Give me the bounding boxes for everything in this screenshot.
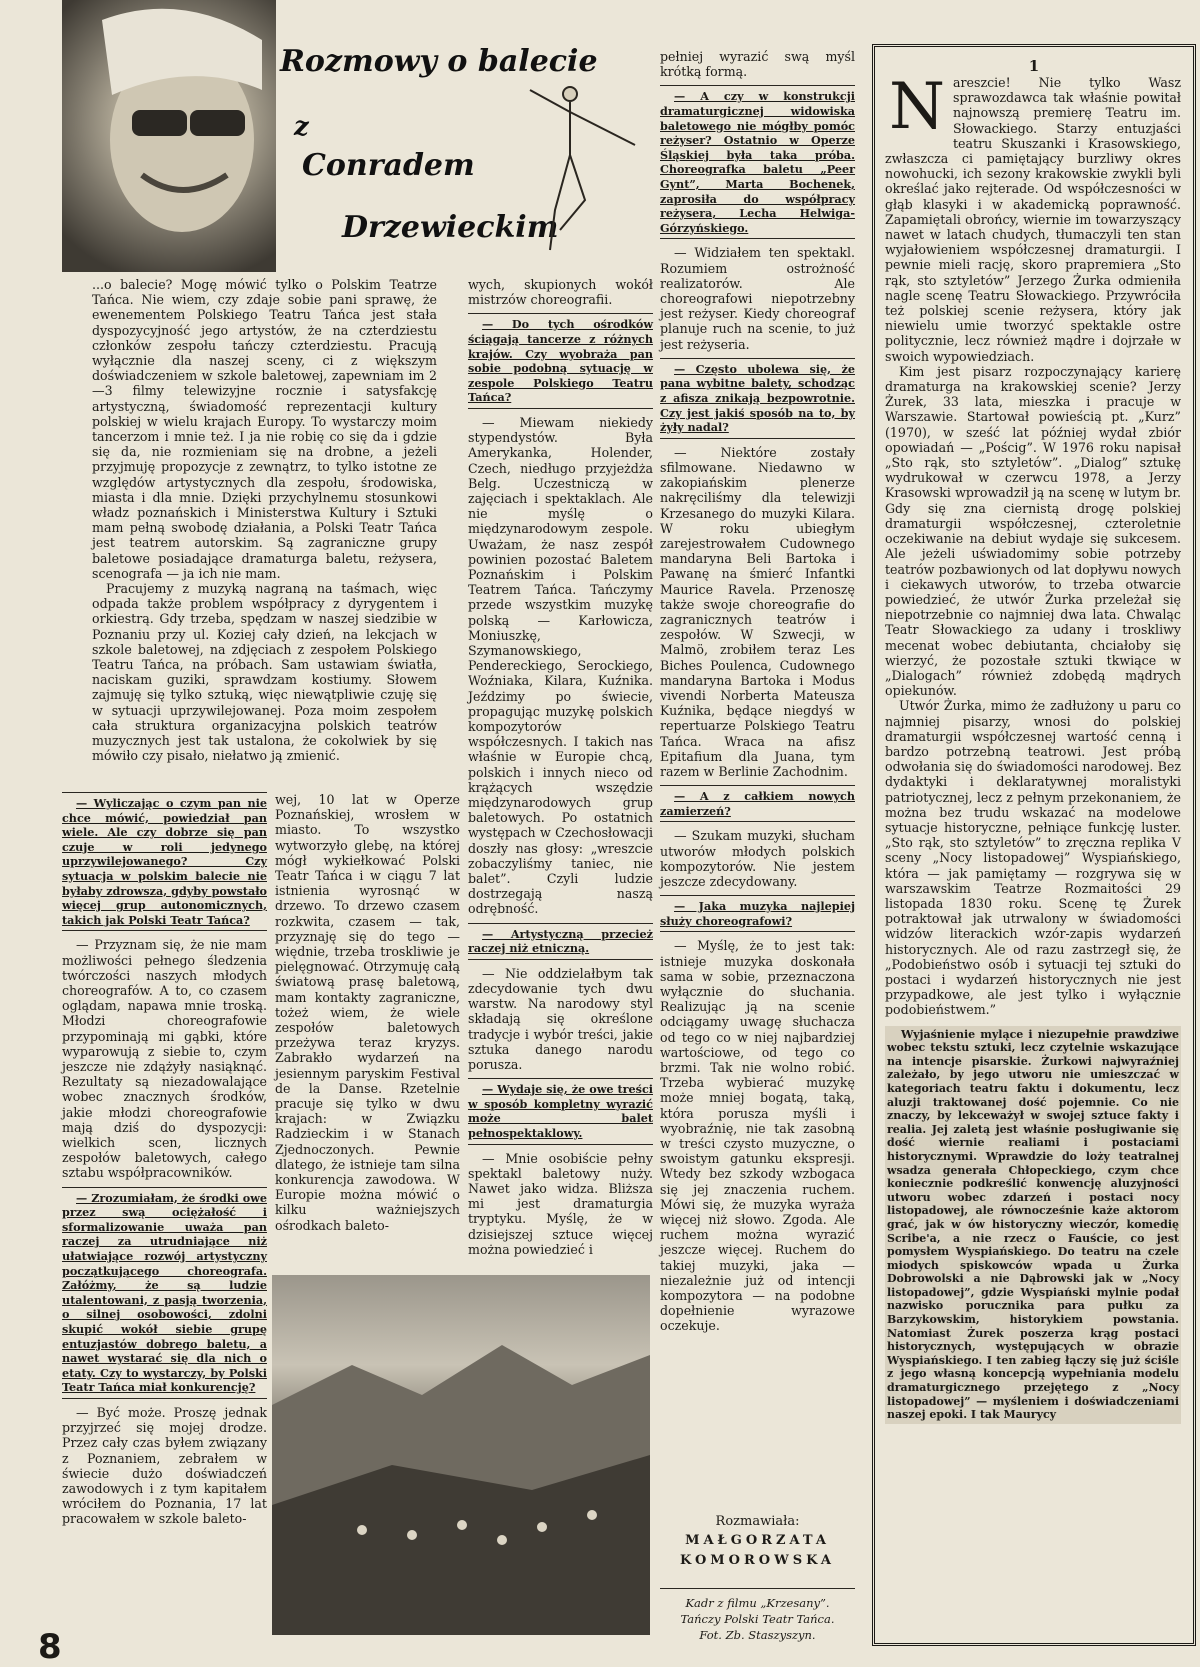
paragraph: — Być może. Proszę jednak przyjrzeć się mojej drodze. Przez cały czas byłem związany z Poznaniem, zebrałem w świecie dużo doświadczeń zawodowych i z tym kapitałem wróciłem do Poznania, 17 lat pracowałem w szkole baleto- <box>62 1404 267 1527</box>
interviewer-question: — Wyliczając o czym pan nie chce mówić, powiedział pan wiele. Ale czy dobrze się pan czuje w roli jedynego uprzywilejowanego? Czy sytuacja w polskim balecie nie byłaby zdrowsza, gdyby powstało więcej grup autonomicznych, takich jak Polski Teatr Tańca? <box>62 792 267 931</box>
interview-intro <box>92 277 437 764</box>
paragraph-small: Wyjaśnienie mylące i niezupełnie prawdziwe wobec tekstu sztuki, lecz czytelnie wskazujące na intencje pisarskie. Żurkowi najwyraźniej zależało, by jego utworu nie umieszczać w kategoriach teatru faktu i dokumentu, lecz aluzji traktowanej dość pojemnie. Co nie znaczy, by lekceważył w swojej sztuce fakty i realia. Jej zaletą jest właśnie posługiwanie się dość wiernie realiami i postaciami historycznymi. Wprawdzie do loży teatralnej wsadza generała Chłopeckiego, czym chce koniecznie podkreślić konwencję aluzyjności utworu wobec zdarzeń i postaci nocy listopadowej, ale równocześnie każe aktorom grać, jak w ów historyczny wieczór, komedię Scribe'a, a nie rzecz o Fauście, co jest pomysłem Wyspiańskiego. Do teatru na czele miodych spiskowców wpada u Żurka Dobrowolski a nie Dąbrowski jak w „Nocy listopadowej”, gdzie Wyspiański mylnie podał nazwisko porucznika para pułku za Barzykowskim, historykiem powstania. Natomiast Żurek poszerza krąg postaci historycznych, występujących w obrazie Wyspiańskiego. I ten zabieg łączy się już ściśle z jego własną koncepcją wypełniania modelu dramaturgicznego przejętego z „Nocy listopadowej” — myśleniem i doświadczeniami naszej epoki. I tak Maurycy <box>885 1026 1181 1424</box>
column-4 <box>660 49 855 1334</box>
paragraph: — Niektóre zostały sfilmowane. Niedawno w zakopiańskim plenerze nakręciliśmy dla telewizji Krzesanego do muzyki Kilara. W roku ubiegłym zarejestrowałem Cudownego mandaryna Beli Bartoka i Pawanę na śmierć Infantki Maurice Ravela. Przenoszę także swoje choreografie do zagranicznych teatrów i zespołów. W Szwecji, w Malmö, zrobiłem teraz Les Biches Poulenca, Cudownego mandaryna Bartoka i Modus vivendi Norberta Mateusza Kuźnika, będące niegdyś w repertuarze Polskiego Teatru Tańca. Wraca na afisz Epitafium dla Juana, tym razem w Berlinie Zachodnim. <box>660 444 855 779</box>
byline-label: Rozmawiała: <box>715 1514 800 1529</box>
paragraph: Pracujemy z muzyką nagraną na taśmach, więc odpada także problem współpracy z dyrygentem i orkiestrą. Gdy trzeba, spędzam w naszej siedzibie w Poznaniu przy ul. Koziej cały dzień, na lekcjach w szkole baletowej, na zdjęciach z zespołem Polskiego Teatru Tańca, na próbach. Sam ustawiam światła, naciskam guziki, sprawdzam kostiumy. Słowem zajmuję się tylko sztuką, więc niewątpliwie czuję się w sytuacji uprzywilejowanej. Poza moim zespołem cała struktura organizacyjna polskich teatrów muzycznych jest tak ustalona, że cokolwiek by się mówiło czy pisało, niełatwo ją zmienić. <box>92 581 437 764</box>
caption-line: Tańczy Polski Teatr Tańca. <box>680 1612 835 1626</box>
interviewer-question: — Do tych ośrodków ściągają tancerze z różnych krajów. Czy wyobraża pan sobie podobną sytuację w zespole Polskiego Teatru Tańca? <box>468 313 653 409</box>
dancer-illustration <box>500 60 650 260</box>
paragraph: Kim jest pisarz rozpoczynający karierę dramaturga na krakowskiej scenie? Jerzy Żurek, 33 lata, mieszka i pracuje w Warszawie. Startował powieścią pt. „Kurz” (1970), w sześć lat później wydał zbiór opowiadań — „Pościg”. W 1976 roku napisał „Sto rąk, sto sztyletów”. „Dialog” sztukę wydrukował w czerwcu 1978, a Jerzy Krasowski wprowadził ją na scenę w lutym br. Gdy się zna ciernistą drogę polskiej dramaturgii współczesnej, czteroletnie oczekiwanie na debiut wydaje się sukcesem. Ale jeżeli uświadomimy sobie potrzeby teatrów pozbawionych od lat dopływu nowych i ciekawych utworów, to trzeba otwarcie powiedzieć, że utwór Żurka przeleżał się niepotrzebnie co najmniej dwa lata. Chwaląc Teatr Słowackiego za udany i troskliwy mecenat wobec debiutanta, chciałoby się wierzyć, że pozostałe sztuki tkwiące w „Dialogach” również zdobędą mądrych opiekunów. <box>885 363 1181 699</box>
byline-surname: KOMOROWSKA <box>680 1553 835 1568</box>
paragraph: — Miewam niekiedy stypendystów. Była Amerykanka, Holender, Czech, niedługo przyjeżdża Belg. Uczestniczą w zajęciach i spektaklach. Ale nie myślę o międzynarodowym zespole. Uważam, że nasz zespół powinien pozostać Baletem Poznańskim i Polskim Teatrem Tańca. Tańczymy przede wszystkim muzykę polską — Karłowicza, Moniuszkę, Szymanowskiego, Pendereckiego, Serockiego, Woźniaka, Kilara, Kuźnika. Jeździmy po świecie, propagując muzykę polskich kompozytorów współczesnych. I takich nas właśnie w Europie chcą, polskich i innych nieco od krążących wszędzie międzynarodowych grup baletowych. Po ostatnich występach w Czechosłowacji doszły nas głosy: „wreszcie zobaczyliśmy taniec, nie balet”. Czyli ludzie dostrzegają naszą odrębność. <box>468 414 653 917</box>
byline <box>660 1513 855 1571</box>
headline-line4: Drzewieckim <box>342 210 559 245</box>
review-text <box>885 70 1181 1424</box>
paragraph: wych, skupionych wokół mistrzów choreografii. <box>468 277 653 308</box>
paragraph: — Mnie osobiście pełny spektakl baletowy nuży. Nawet jako widza. Bliższa mi jest dramaturgia tryptyku. Myślę, że w dzisiejszej sztuce więcej można powiedzieć i <box>468 1150 653 1257</box>
section-number: 1 <box>1028 57 1040 75</box>
interviewer-question: — Jaka muzyka najlepiej służy choreografowi? <box>660 895 855 932</box>
paragraph: wej, 10 lat w Operze Poznańskiej, wrosłem w miasto. To wszystko wytworzyło glebę, na której mógł wykiełkować Polski Teatr Tańca i w ciągu 7 lat istnienia wyrosnąć w drzewo. To drzewo czasem rozkwita, czasem — tak, przyznaję się do tego — więdnie, trzeba troskliwie je pielęgnować. Otrzymuję całą światową prasę baletową, mam kontakty zagraniczne, tożeż wiem, że wiele zespołów baletowych przeżywa teraz kryzys. Zabrakło wydarzeń na jesiennym paryskim Festival de la Danse. Rzetelnie pracuje się tylko w dwu krajach: w Związku Radzieckim i w Stanach Zjednoczonych. Pewnie dlatego, że istnieje tam silna konkurencja zawodowa. W Europie można mówić o kilku ważniejszych ośrodkach baleto- <box>275 792 460 1233</box>
interviewer-question: — Wydaje się, że owe treści w sposób kompletny wyrazić może balet pełnospektaklowy. <box>468 1078 653 1144</box>
interviewer-question: — Zrozumiałam, że środki owe przez swą ociężałość i sformalizowanie uważa pan raczej za utrudniające niż ułatwiające rozwój artystyczny początkującego choreografa. Załóżmy, że są ludzie utalentowani, z pasją tworzenia, o silnej osobowości, zdolni skupić wokół siebie grupę entuzjastów dobrego baletu, a nawet wystarać się dla nich o etaty. Czy to wystarczy, by Polski Teatr Tańca miał konkurencję? <box>62 1187 267 1399</box>
headline-line1: Rozmowy o balecie <box>280 44 598 79</box>
interviewer-question: — A z całkiem nowych zamierzeń? <box>660 785 855 822</box>
interviewer-question: — Artystyczną przecież raczej niż etniczną. <box>468 923 653 960</box>
byline-name: MAŁGORZATA <box>685 1533 830 1548</box>
headline-line3: Conradem <box>302 148 475 183</box>
column-1 <box>62 786 267 1527</box>
column-2 <box>275 792 460 1233</box>
interviewer-question: — Często ubolewa się, że pana wybitne balety, schodząc z afisza znikają bezpowrotnie. Czy jest jakiś sposób na to, by żyły nadal? <box>660 358 855 439</box>
headline-line2: z <box>294 112 309 142</box>
drop-cap: N <box>889 70 945 144</box>
paragraph: pełniej wyrazić swą myśl krótką formą. <box>660 49 855 80</box>
interviewer-question: — A czy w konstrukcji dramaturgicznej widowiska baletowego nie mógłby pomóc reżyser? Ostatnio w Operze Śląskiej była taka próba. Choreografka baletu „Peer Gynt”, Marta Bochenek, zaprosiła do współpracy reżysera, Lecha Helwiga-Górzyńskiego. <box>660 85 855 239</box>
paragraph: — Myślę, że to jest tak: istnieje muzyka doskonała sama w sobie, przeznaczona wyłącznie do słuchania. Realizując ją na scenie odciągamy uwagę słuchacza od tego co w niej najbardziej wartościowe, od tego co brzmi. Tak nie wolno robić. Trzeba wybierać muzykę może mniej bogatą, taką, która porusza myśli i wyobraźnię, nie tak zasobną w treści czysto muzyczne, o swoistym gatunku ekspresji. Wtedy bez szkody wzbogaca się jej znaczenia ruchem. Mówi się, że muzyka wyraża więcej niż słowo. Zgoda. Ale ruchem można wyrazić jeszcze więcej. Ruchem do takiej muzyki, jaka — niezależnie już od intencji kompozytora — na podobne dopełnienie wyrazowe oczekuje. <box>660 938 855 1334</box>
portrait-illustration <box>62 0 276 272</box>
paragraph: — Widziałem ten spektakl. Rozumiem ostrożność realizatorów. Ale choreografowi niepotrzebny jest reżyser. Kiedy choreograf planuje ruch na scenie, to już jest reżyseria. <box>660 245 855 352</box>
page-number: 8 <box>38 1627 62 1667</box>
caption-line: Kadr z filmu „Krzesany”. <box>685 1596 830 1610</box>
portrait-photo <box>62 0 276 272</box>
film-still-photo <box>272 1275 650 1635</box>
paragraph: — Nie oddzielałbym tak zdecydowanie tych dwu warstw. Na narodowy styl składają się określone tradycje i wybór treści, jakie sztuka danego narodu porusza. <box>468 965 653 1073</box>
film-still-illustration <box>272 1275 650 1635</box>
paragraph: areszcie! Nie tylko Wasz sprawozdawca tak właśnie powitał najnowszą premierę Teatru im. Słowackiego. Starzy entuzjaści teatru Skuszanki i Krasowskiego, zwłaszcza ci pamiętający burzliwy okres nowohucki, ich sezony krakowskie zwykli byli określać jako rejterade. Od współczesności w głąb klasyki i w akademicką poprawność. Zapamiętali obrońcy, wiernie im towarzyszący nawet w latach chudych, tłumaczyli ten stan wyjałowieniem współczesnej dramaturgii. I pewnie mieli rację, skoro prapremiera „Sto rąk, sto sztyletów” Jerzego Żurka odmieniła nagle scenę Teatru Słowackiego. Przywróciła też polskiej scenie reżysera, który jak niewielu umie tworzyć spektakle ostre politycznie, lecz również mądre i dojrzałe w swoich wypowiedziach. <box>885 75 1181 364</box>
caption-line: Fot. Zb. Staszyszyn. <box>699 1628 816 1642</box>
paragraph: — Przyznam się, że nie mam możliwości pełnego śledzenia twórczości naszych młodych choreografów. A to, co czasem oglądam, napawa mnie troską. Młodzi choreografowie przypominają mi gąbki, które wyparowują z siebie to, czym jeszcze nie zdążyły nasiąknąć. Rezultaty są niezadowalające wobec znacznych środków, jakie młodzi choreografowie mają dziś do dyspozycji: wielkich scen, licznych zespołów baletowych, całego sztabu współpracowników. <box>62 937 267 1181</box>
paragraph: Utwór Żurka, mimo że zadłużony u paru co najmniej pisarzy, wnosi do polskiej dramaturgii współczesnej wartość cenną i bardzo potrzebną teatrowi. Jest próbą odwołania się do świadomości narodowej. Bez dydaktyki i deklaratywnej moralistyki patriotycznej, lecz z pełnym przekonaniem, że można bez trudu wskazać na modelowe sytuacje historyczne, pełniące funkcję luster. „Sto rąk, sto sztyletów” to zręczna replika V sceny „Nocy listopadowej” Wyspiańskiego, która — jak pamiętamy — rozgrywa się w warszawskim Teatrze Rozmaitości 29 listopada 1830 roku. Scenę tę Żurek potraktował jak utrwalony w świadomości widzów literackich wzór-zapis wydarzeń historycznych. Ale od razu zastrzegł się, że „Podobieństwo osób i sytuacji tej sztuki do postaci i wydarzeń historycznych nie jest przypadkowe, ale jest tylko i wyłącznie podobieństwem.” <box>885 698 1181 1018</box>
photo-caption <box>660 1588 855 1643</box>
review-box <box>872 44 1196 1646</box>
paragraph: — Szukam muzyki, słucham utworów młodych polskich kompozytorów. Nie jestem jeszcze zdecydowany. <box>660 828 855 889</box>
column-3 <box>468 277 653 1257</box>
paragraph: ...o balecie? Mogę mówić tylko o Polskim Teatrze Tańca. Nie wiem, czy zdaje sobie pani sprawę, że ewenementem Polskiego Teatru Tańca jest stała dyspozycyjność jego artystów, że na czterdziestu członków zespołu tańczy czterdziestu. Pracują wyłącznie dla naszej sceny, ci z większym doświadczeniem w szkole baletowej, zapewniam im 2—3 filmy telewizyjne rocznie i satysfakcję artystyczną, świadomość reprezentacji kultury polskiej w wielu krajach Europy. To wystarczy moim tancerzom i mnie też. I ja nie robię co się da i gdzie się da, nie rozmieniam się na drobne, a jeżeli przyjmuję propozycje z zewnątrz, to tylko istotne ze względów artystycznych dla zespołu, środowiska, miasta i dla mnie. Dzięki przychylnemu stosunkowi władz poznańskich i Ministerstwa Kultury i Sztuki mam pełną swobodę działania, a Polski Teatr Tańca jest teatrem autorskim. Są zagraniczne grupy baletowe posiadające dramaturga baletu, reżysera, scenografa — ja ich nie mam. <box>92 277 437 581</box>
